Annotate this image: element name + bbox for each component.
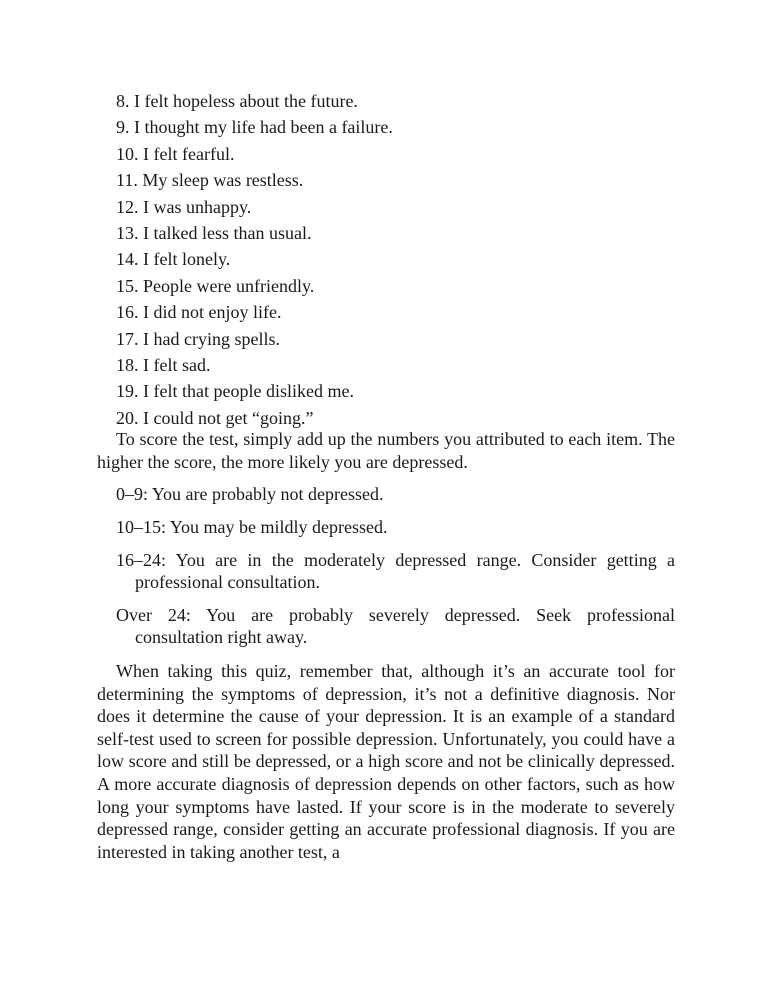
questionnaire-items [97,88,675,431]
score-range-item: 16–24: You are in the moderately depressed range. Consider getting a professional consultation. [116,550,675,593]
questionnaire-item: 16. I did not enjoy life. [116,302,282,323]
questionnaire-item: 15. People were unfriendly. [116,275,315,296]
score-range-item: 10–15: You may be mildly depressed. [116,517,388,538]
questionnaire-item: 14. I felt lonely. [116,249,231,270]
questionnaire-item: 20. I could not get “going.” [116,407,314,428]
score-range-item: 0–9: You are probably not depressed. [116,484,384,505]
page-body [97,88,675,863]
questionnaire-item: 13. I talked less than usual. [116,222,312,243]
closing-paragraph: When taking this quiz, remember that, although it’s an accurate tool for determining the symptoms of depression, it’s not a definitive diagnosis. Nor does it determine the cause of your depression. It is an example of a standard self-test used to screen for possible depression. Unfortunately, you could have a low score and still be depressed, or a high score and not be clinically depressed. A more accurate diagnosis of depression depends on other factors, such as how long your symptoms have lasted. If your score is in the moderate to severely depressed range, consider getting an accurate professional diagnosis. If you are interested in taking another test, a [97,661,675,862]
questionnaire-item: 19. I felt that people disliked me. [116,381,354,402]
score-range-item: Over 24: You are probably severely depressed. Seek professional consultation right away. [116,605,675,648]
scoring-instructions: To score the test, simply add up the numbers you attributed to each item. The higher the score, the more likely you are depressed. [97,429,675,472]
score-ranges [97,483,675,648]
questionnaire-item: 12. I was unhappy. [116,196,252,217]
questionnaire-item: 10. I felt fearful. [116,143,235,164]
questionnaire-item: 8. I felt hopeless about the future. [116,91,358,111]
questionnaire-item: 18. I felt sad. [116,354,211,375]
questionnaire-item: 11. My sleep was restless. [116,170,304,191]
questionnaire-item: 17. I had crying spells. [116,328,280,349]
questionnaire-item: 9. I thought my life had been a failure. [116,117,393,138]
